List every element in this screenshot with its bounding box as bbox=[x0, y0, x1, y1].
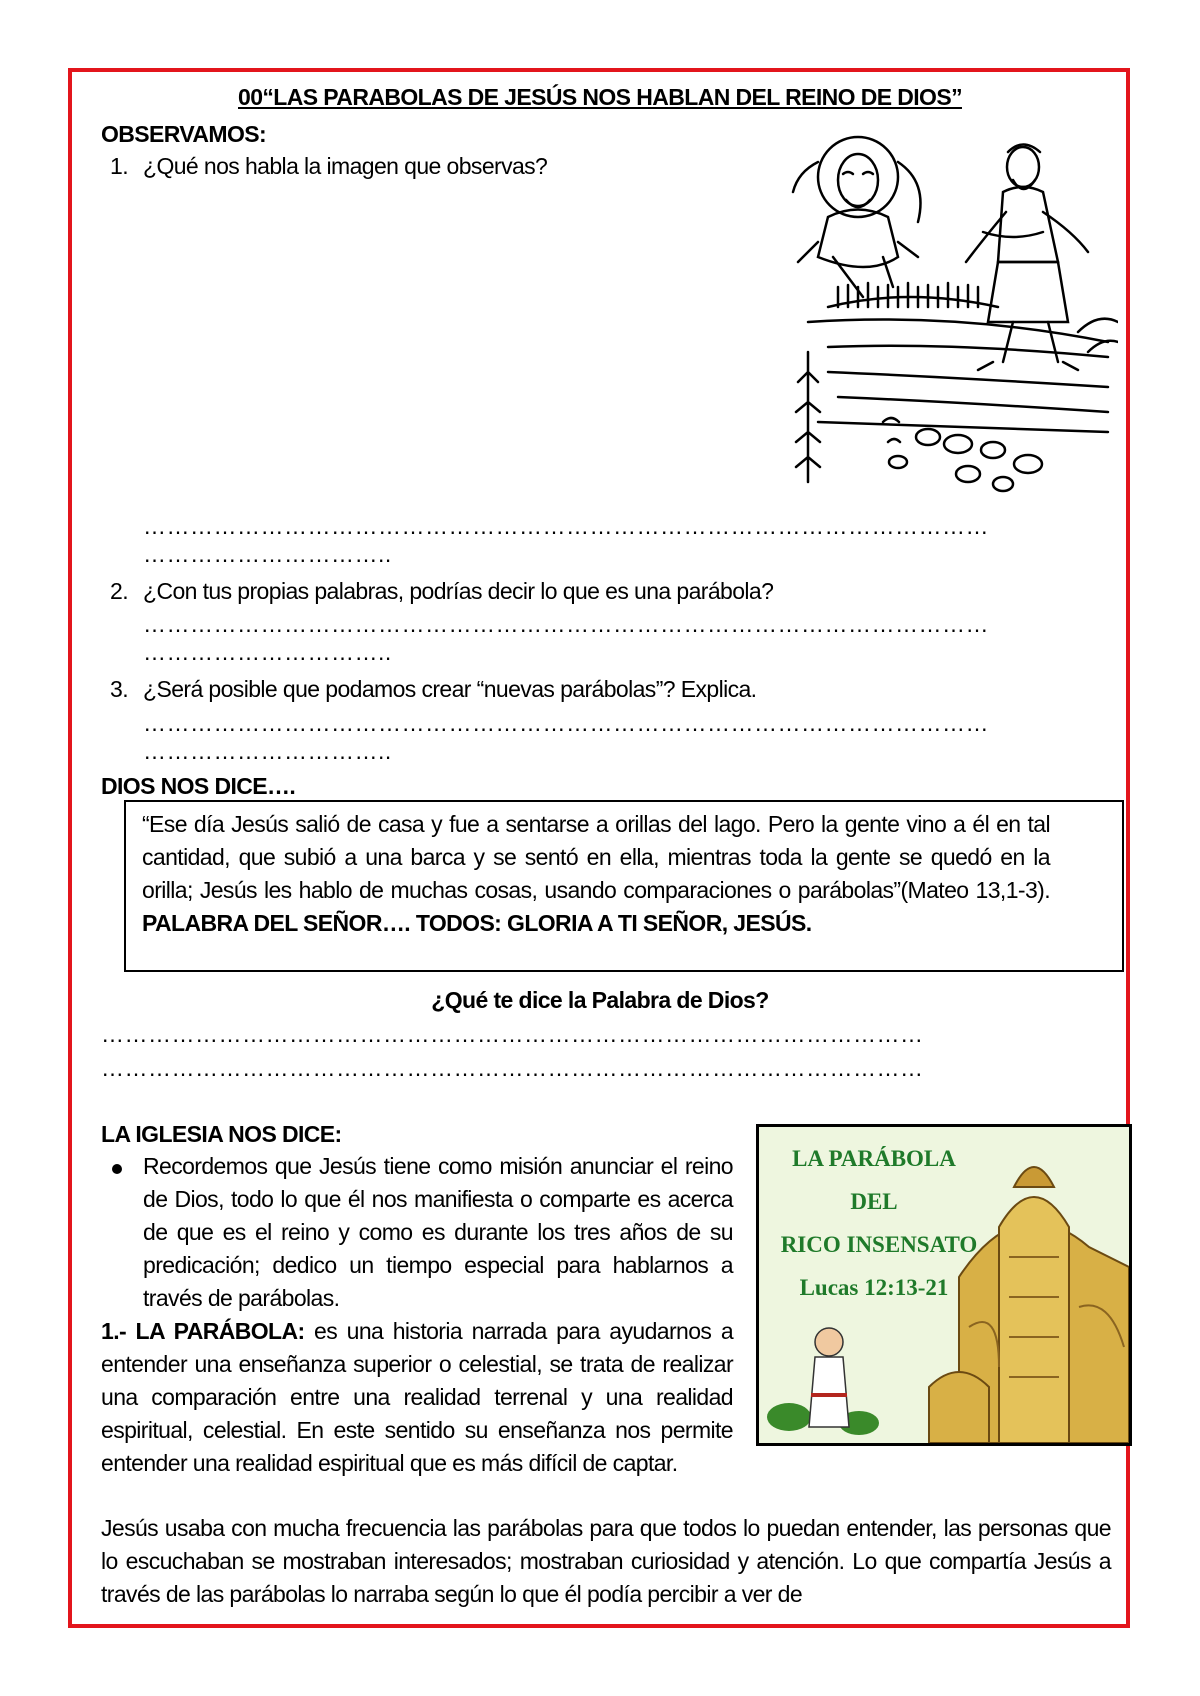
iglesia-heading: LA IGLESIA NOS DICE: bbox=[101, 1121, 342, 1147]
definition-label: 1.- LA PARÁBOLA: bbox=[101, 1318, 305, 1344]
observamos-heading: OBSERVAMOS: bbox=[101, 121, 267, 147]
answer-line[interactable]: ……………………………………………………………………………………………… bbox=[143, 710, 989, 736]
iglesia-bullet-text: Recordemos que Jesús tiene como misión anunciar el reino de Dios, todo lo que él nos manifiesta o comparte es acerca de que es el reino y como es durante los tres años de su predicación; dedico un tiempo especial para hablarnos a través de parábolas. bbox=[143, 1153, 733, 1311]
closing-paragraph: Jesús usaba con mucha frecuencia las parábolas para que todos lo puedan entender, las personas que lo escuchaban se mostraban interesados; mostraban curiosidad y atención. Lo que compartía Jesús a través de las parábolas lo narraba según lo que él podía percibir a ver de bbox=[101, 1515, 1111, 1607]
answer-line[interactable]: ……………………………………………………………………………………………… bbox=[143, 611, 989, 637]
palabra-question: ¿Qué te dice la Palabra de Dios? bbox=[431, 987, 769, 1013]
page-title: 00“LAS PARABOLAS DE JESÚS NOS HABLAN DEL REINO DE DIOS” bbox=[238, 84, 962, 110]
dios-heading: DIOS NOS DICE…. bbox=[101, 773, 296, 799]
quote-response: PALABRA DEL SEÑOR…. TODOS: GLORIA A TI SEÑOR, JESÚS. bbox=[142, 910, 812, 936]
bible-quote-box bbox=[124, 800, 1124, 972]
question-text: ¿Será posible que podamos crear “nuevas parábolas”? Explica. bbox=[143, 676, 757, 702]
sower-illustration bbox=[788, 122, 1118, 502]
poster-title-line: DEL bbox=[850, 1189, 898, 1214]
poster-title-line: LA PARÁBOLA bbox=[792, 1146, 956, 1171]
answer-line[interactable]: ………………………….. bbox=[143, 541, 392, 567]
question-number: 2. bbox=[110, 578, 128, 604]
answer-line[interactable]: …………………………………………………………………………………………… bbox=[101, 1055, 924, 1081]
question-number: 1. bbox=[110, 153, 128, 179]
poster-reference: Lucas 12:13-21 bbox=[799, 1275, 949, 1300]
question-text: ¿Con tus propias palabras, podrías decir lo que es una parábola? bbox=[143, 578, 774, 604]
answer-line[interactable]: ………………………….. bbox=[143, 639, 392, 665]
question-text: ¿Qué nos habla la imagen que observas? bbox=[143, 153, 548, 179]
question-number: 3. bbox=[110, 676, 128, 702]
poster-title-line: RICO INSENSATO bbox=[780, 1232, 978, 1257]
quote-text: “Ese día Jesús salió de casa y fue a sentarse a orillas del lago. Pero la gente vino a él en tal cantidad, que subió a una barca y se sentó en ella, mientras toda la gente se quedó en la orilla; Jesús les hablo de muchas cosas, usando comparaciones o parábolas”(Mateo 13,1-3). bbox=[142, 811, 1050, 903]
answer-line[interactable]: ………………………….. bbox=[143, 738, 392, 764]
parabola-definition bbox=[101, 1315, 733, 1480]
answer-line[interactable]: ……………………………………………………………………………………………… bbox=[143, 513, 989, 539]
bullet-marker bbox=[112, 1164, 122, 1174]
answer-line[interactable]: …………………………………………………………………………………………… bbox=[101, 1021, 924, 1047]
rico-insensato-poster bbox=[756, 1124, 1132, 1446]
definition-text: es una historia narrada para ayudarnos a entender una enseñanza superior o celestial, se trata de realizar una comparación entre una realidad terrenal y una realidad espiritual, celestial. En este sentido su enseñanza nos permite entender una realidad espiritual que es más difícil de captar. bbox=[101, 1318, 734, 1476]
